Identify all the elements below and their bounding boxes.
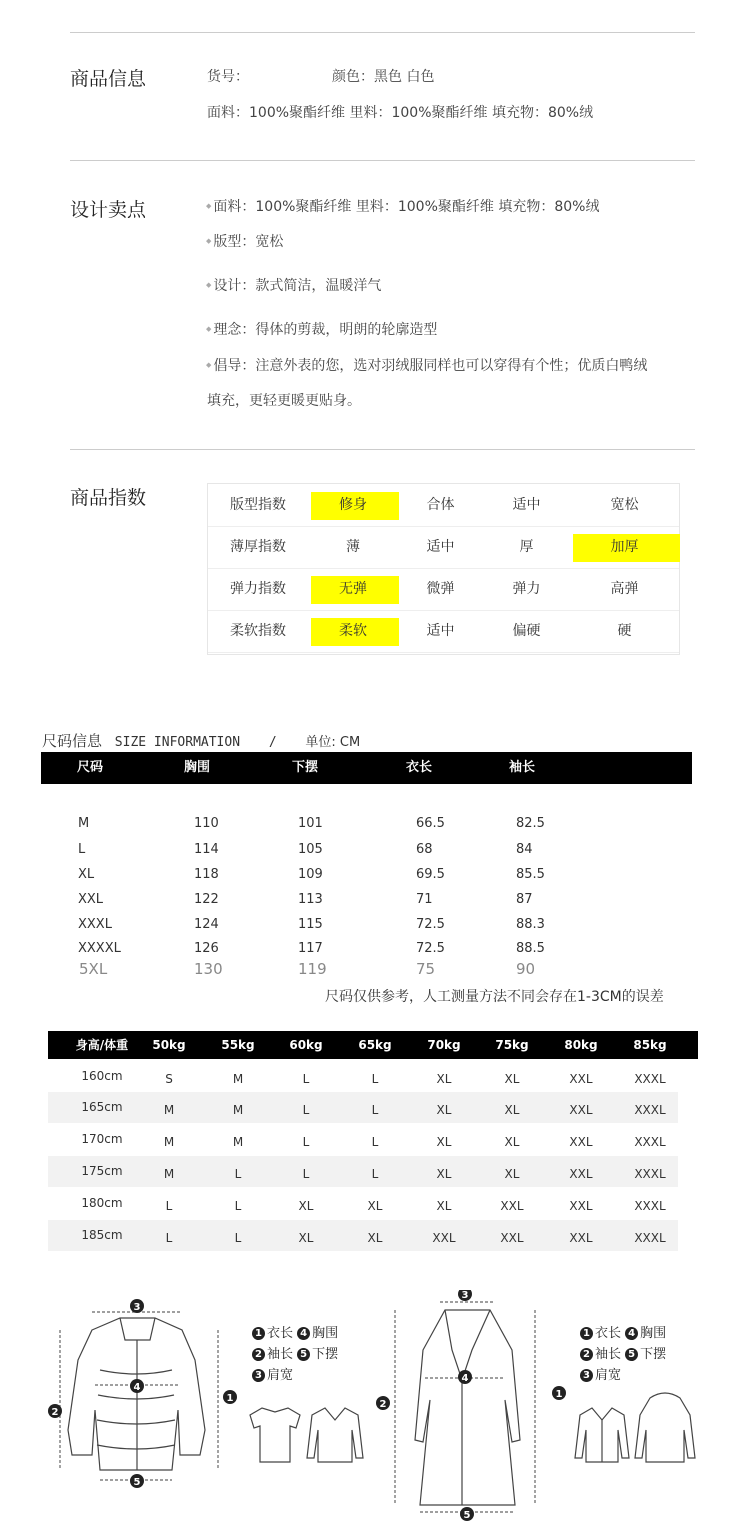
sweater-icon bbox=[307, 1408, 363, 1462]
weight-cell: XXXL bbox=[634, 1072, 666, 1086]
size-cell: 109 bbox=[298, 867, 323, 882]
size-cell: 90 bbox=[516, 960, 536, 978]
weight-cell: 185cm bbox=[81, 1228, 123, 1242]
tshirt-icon bbox=[250, 1408, 300, 1462]
weight-cell: XL bbox=[504, 1167, 520, 1181]
weight-cell: L bbox=[234, 1167, 242, 1181]
design-point: ◆ 倡导：注意外表的您，选对羽绒服同样也可以穿得有个性；优质白鸭绒 bbox=[206, 355, 647, 375]
index-row bbox=[208, 610, 679, 653]
index-row bbox=[208, 568, 679, 611]
item-no: 货号： bbox=[207, 69, 249, 85]
index-option: 适中 bbox=[426, 623, 455, 639]
weight-cell: XXL bbox=[569, 1231, 593, 1245]
weight-cell: XL bbox=[298, 1231, 314, 1245]
weight-cell: L bbox=[234, 1199, 242, 1213]
marker-5 bbox=[460, 1507, 474, 1521]
svg-text:5: 5 bbox=[133, 1477, 141, 1488]
size-cell: 82.5 bbox=[516, 816, 545, 831]
weight-cell: XXL bbox=[569, 1199, 593, 1213]
weight-cell: XL bbox=[298, 1199, 314, 1213]
size-cell: 114 bbox=[194, 842, 219, 857]
weight-cell: 170cm bbox=[81, 1132, 123, 1146]
marker-3 bbox=[130, 1299, 144, 1313]
size-cell: 68 bbox=[416, 842, 433, 857]
size-cell: 119 bbox=[298, 960, 327, 978]
section-title-design: 设计卖点 bbox=[70, 199, 147, 221]
weight-cell: XL bbox=[436, 1167, 452, 1181]
design-point-continuation: 填充，更轻更暖更贴身。 bbox=[207, 393, 361, 409]
weight-cell: L bbox=[371, 1103, 379, 1117]
weight-cell: XXXL bbox=[634, 1231, 666, 1245]
header-cell: 衣长 bbox=[406, 760, 433, 775]
svg-text:4: 4 bbox=[461, 1373, 469, 1384]
index-option: 修身 bbox=[339, 497, 367, 513]
weight-cell: L bbox=[371, 1072, 379, 1086]
weight-cell: L bbox=[302, 1167, 310, 1181]
svg-text:1: 1 bbox=[555, 1389, 563, 1400]
weight-row bbox=[48, 1092, 678, 1123]
weight-cell: XL bbox=[367, 1199, 383, 1213]
index-option: 弹力 bbox=[512, 581, 541, 597]
weight-cell: XXXL bbox=[634, 1103, 666, 1117]
size-cell: 101 bbox=[298, 816, 323, 831]
weight-cell: M bbox=[163, 1103, 175, 1117]
size-info-slash: / bbox=[268, 735, 277, 750]
index-option: 薄 bbox=[346, 539, 360, 555]
marker-5 bbox=[130, 1474, 144, 1488]
index-option: 合体 bbox=[426, 497, 455, 513]
weight-cell: XXL bbox=[500, 1199, 524, 1213]
divider bbox=[70, 160, 695, 161]
size-cell: XL bbox=[78, 867, 95, 882]
size-cell: 124 bbox=[194, 917, 219, 932]
section-title-index: 商品指数 bbox=[70, 487, 147, 509]
size-cell: 66.5 bbox=[416, 816, 445, 831]
size-cell: 105 bbox=[298, 842, 323, 857]
svg-text:1: 1 bbox=[226, 1393, 234, 1404]
weight-cell: XXL bbox=[569, 1135, 593, 1149]
index-option: 硬 bbox=[617, 623, 632, 639]
weight-cell: 160cm bbox=[81, 1069, 123, 1083]
weight-header-cell: 70kg bbox=[427, 1038, 461, 1052]
weight-row bbox=[48, 1156, 678, 1187]
marker-1 bbox=[223, 1390, 237, 1404]
index-option: 偏硬 bbox=[512, 623, 541, 639]
index-row-label: 柔软指数 bbox=[230, 623, 286, 639]
color-info: 颜色：黑色 白色 bbox=[332, 69, 435, 85]
size-cell: 88.5 bbox=[516, 941, 545, 956]
size-cell: 69.5 bbox=[416, 867, 445, 882]
marker-4 bbox=[458, 1370, 472, 1384]
marker-2 bbox=[376, 1396, 390, 1410]
weight-cell: M bbox=[232, 1135, 244, 1149]
down-jacket-icon bbox=[68, 1318, 205, 1470]
weight-table-header bbox=[48, 1031, 698, 1059]
legend-row: 2 袖长 5 下摆 bbox=[252, 1343, 338, 1362]
size-cell: XXL bbox=[78, 892, 104, 907]
legend-row: 1 衣长 4 胸围 bbox=[252, 1322, 338, 1341]
weight-cell: 180cm bbox=[81, 1196, 123, 1210]
weight-cell: XL bbox=[436, 1103, 452, 1117]
size-cell: 113 bbox=[298, 892, 323, 907]
weight-header-cell: 50kg bbox=[152, 1038, 186, 1052]
index-option: 微弹 bbox=[426, 581, 455, 597]
index-row bbox=[208, 526, 679, 569]
svg-text:3: 3 bbox=[133, 1302, 141, 1313]
weight-cell: L bbox=[165, 1231, 173, 1245]
marker-1 bbox=[552, 1386, 566, 1400]
size-info-title-cn: 尺码信息 bbox=[42, 732, 103, 750]
index-option: 厚 bbox=[519, 539, 534, 555]
weight-cell: XL bbox=[367, 1231, 383, 1245]
weight-row bbox=[48, 1124, 678, 1155]
size-cell: 71 bbox=[416, 892, 433, 907]
size-cell: 87 bbox=[516, 892, 533, 907]
weight-header-cell: 60kg bbox=[289, 1038, 323, 1052]
size-info-title-en: SIZE INFORMATION bbox=[114, 735, 241, 750]
size-cell: M bbox=[78, 816, 90, 831]
weight-cell: L bbox=[302, 1103, 310, 1117]
weight-row bbox=[48, 1188, 678, 1219]
weight-row bbox=[48, 1220, 678, 1251]
size-table-header bbox=[41, 752, 692, 784]
weight-cell: L bbox=[302, 1135, 310, 1149]
index-row-label: 薄厚指数 bbox=[230, 539, 286, 555]
weight-cell: XXXL bbox=[634, 1167, 666, 1181]
size-info-unit: 单位: CM bbox=[305, 735, 361, 750]
weight-cell: 165cm bbox=[81, 1100, 123, 1114]
svg-text:5: 5 bbox=[463, 1510, 471, 1521]
weight-cell: L bbox=[234, 1231, 242, 1245]
weight-cell: L bbox=[371, 1135, 379, 1149]
index-row bbox=[208, 484, 679, 527]
weight-cell: XL bbox=[504, 1135, 520, 1149]
size-info-heading bbox=[42, 730, 360, 751]
weight-header-cell: 身高/体重 bbox=[75, 1038, 129, 1052]
weight-cell: XL bbox=[436, 1135, 452, 1149]
index-option: 加厚 bbox=[610, 539, 639, 555]
fabric-info: 面料：100%聚酯纤维 里料：100%聚酯纤维 填充物：80%绒 bbox=[207, 105, 594, 121]
legend-row: 1 衣长 4 胸围 bbox=[580, 1322, 666, 1341]
design-point: ◆ 面料：100%聚酯纤维 里料：100%聚酯纤维 填充物：80%绒 bbox=[206, 196, 599, 216]
size-cell: 84 bbox=[516, 842, 533, 857]
size-cell: XXXL bbox=[78, 917, 112, 932]
legend-row: 3 肩宽 bbox=[580, 1364, 621, 1383]
weight-cell: M bbox=[163, 1167, 175, 1181]
marker-2 bbox=[48, 1404, 62, 1418]
header-cell: 尺码 bbox=[77, 760, 104, 775]
weight-cell: XL bbox=[504, 1103, 520, 1117]
long-coat-icon bbox=[415, 1310, 520, 1505]
weight-row bbox=[48, 1061, 678, 1092]
weight-cell: XXL bbox=[569, 1072, 593, 1086]
index-option: 高弹 bbox=[610, 581, 639, 597]
weight-header-cell: 80kg bbox=[564, 1038, 598, 1052]
hoodie-icon bbox=[635, 1393, 695, 1462]
header-cell: 袖长 bbox=[509, 760, 536, 775]
size-cell: XXXXL bbox=[78, 941, 121, 956]
weight-cell: XL bbox=[436, 1072, 452, 1086]
weight-cell: L bbox=[302, 1072, 310, 1086]
weight-header-cell: 65kg bbox=[358, 1038, 392, 1052]
index-option: 无弹 bbox=[339, 581, 367, 597]
size-note: 尺码仅供参考，人工测量方法不同会存在1-3CM的误差 bbox=[325, 989, 664, 1005]
weight-header-cell: 55kg bbox=[221, 1038, 255, 1052]
weight-cell: XXL bbox=[569, 1167, 593, 1181]
size-cell: 72.5 bbox=[416, 941, 445, 956]
weight-cell: XXL bbox=[432, 1231, 456, 1245]
index-table bbox=[207, 483, 680, 655]
design-point: ◆ 设计：款式简洁，温暖洋气 bbox=[206, 275, 381, 295]
size-cell: 72.5 bbox=[416, 917, 445, 932]
weight-cell: M bbox=[232, 1072, 244, 1086]
index-row-label: 弹力指数 bbox=[230, 581, 286, 597]
weight-cell: XXXL bbox=[634, 1135, 666, 1149]
weight-cell: L bbox=[165, 1199, 173, 1213]
size-cell: 126 bbox=[194, 941, 219, 956]
svg-text:2: 2 bbox=[379, 1399, 387, 1410]
weight-cell: 175cm bbox=[81, 1164, 123, 1178]
weight-cell: XXL bbox=[569, 1103, 593, 1117]
size-cell: 85.5 bbox=[516, 867, 545, 882]
index-option: 宽松 bbox=[610, 497, 639, 513]
legend-row: 2 袖长 5 下摆 bbox=[580, 1343, 666, 1362]
divider bbox=[70, 449, 695, 450]
weight-cell: XXXL bbox=[634, 1199, 666, 1213]
size-cell: 110 bbox=[194, 816, 219, 831]
size-cell: L bbox=[78, 842, 86, 857]
svg-text:3: 3 bbox=[461, 1290, 469, 1301]
weight-cell: S bbox=[165, 1072, 173, 1086]
size-cell: 117 bbox=[298, 941, 323, 956]
design-point: ◆ 理念：得体的剪裁，明朗的轮廓造型 bbox=[206, 319, 437, 339]
size-cell: 118 bbox=[194, 867, 219, 882]
size-cell: 88.3 bbox=[516, 917, 545, 932]
legend-row: 3 肩宽 bbox=[252, 1364, 293, 1383]
size-cell: 5XL bbox=[79, 960, 108, 978]
index-option: 柔软 bbox=[339, 623, 367, 639]
weight-cell: XL bbox=[436, 1199, 452, 1213]
size-cell: 75 bbox=[416, 960, 436, 978]
marker-3 bbox=[458, 1290, 472, 1301]
size-cell: 122 bbox=[194, 892, 219, 907]
section-title-product-info: 商品信息 bbox=[70, 68, 147, 90]
size-cell: 130 bbox=[194, 960, 223, 978]
divider bbox=[70, 32, 695, 33]
index-row-label: 版型指数 bbox=[230, 497, 286, 513]
weight-cell: L bbox=[371, 1167, 379, 1181]
cardigan-icon bbox=[575, 1408, 629, 1462]
weight-cell: M bbox=[163, 1135, 175, 1149]
index-option: 适中 bbox=[426, 539, 455, 555]
weight-cell: XXL bbox=[500, 1231, 524, 1245]
design-point: ◆ 版型：宽松 bbox=[206, 231, 283, 251]
svg-text:2: 2 bbox=[51, 1407, 59, 1418]
weight-cell: XL bbox=[504, 1072, 520, 1086]
header-cell: 下摆 bbox=[292, 760, 319, 775]
marker-4 bbox=[130, 1379, 144, 1393]
weight-header-cell: 85kg bbox=[633, 1038, 667, 1052]
size-cell: 115 bbox=[298, 917, 323, 932]
svg-text:4: 4 bbox=[133, 1382, 141, 1393]
index-option: 适中 bbox=[512, 497, 541, 513]
weight-cell: M bbox=[232, 1103, 244, 1117]
header-cell: 胸围 bbox=[184, 760, 211, 775]
weight-header-cell: 75kg bbox=[495, 1038, 529, 1052]
